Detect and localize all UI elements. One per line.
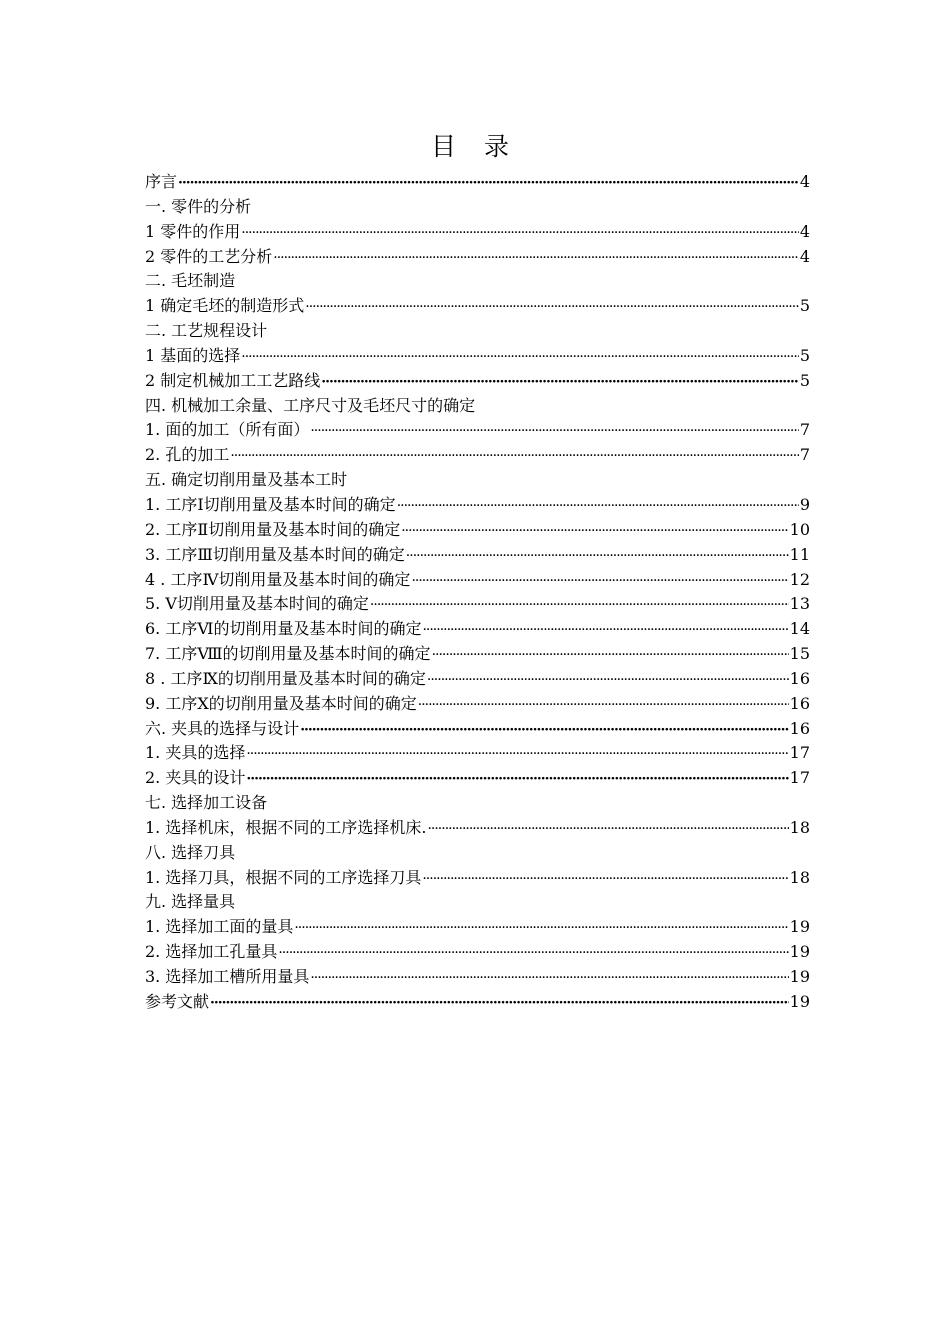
toc-entry-label: 1. 工序Ⅰ切削用量及基本时间的确定 <box>145 494 396 514</box>
toc-section-heading <box>145 890 810 915</box>
toc-page-number: 12 <box>789 569 810 589</box>
toc-page-number: 17 <box>789 743 810 763</box>
toc-section-heading <box>145 841 810 866</box>
toc-entry-label: 3. 选择加工槽所用量具 <box>145 967 310 986</box>
toc-entry <box>145 717 810 742</box>
toc-entry <box>145 568 810 593</box>
toc-page-number: 5 <box>799 370 810 390</box>
toc-entry <box>145 220 810 245</box>
toc-page-number: 16 <box>789 693 810 713</box>
toc-page-number: 5 <box>799 345 810 365</box>
toc-leader-dots <box>300 718 788 742</box>
toc-entry <box>145 493 810 518</box>
toc-leader-dots <box>210 991 789 1015</box>
toc-entry <box>145 543 810 568</box>
toc-page-number: 19 <box>789 967 810 986</box>
toc-entry-label: 六. 夹具的选择与设计 <box>145 718 300 738</box>
toc-entry <box>145 915 810 940</box>
toc-entry-label: 5. Ⅴ切削用量及基本时间的确定 <box>145 594 369 614</box>
toc-entry-label: 序言 <box>145 172 178 191</box>
toc-leader-dots <box>422 618 788 642</box>
toc-page-number: 16 <box>789 718 810 738</box>
toc-entry-label: 2 制定机械加工工艺路线 <box>145 370 321 390</box>
toc-leader-dots <box>310 419 798 443</box>
toc-page-number: 13 <box>789 594 810 614</box>
toc-leader-dots <box>310 966 788 990</box>
toc-leader-dots <box>294 916 788 940</box>
toc-entry <box>145 692 810 717</box>
table-of-contents <box>145 170 810 1015</box>
toc-leader-dots <box>397 494 799 518</box>
toc-entry <box>145 518 810 543</box>
toc-leader-dots <box>246 742 788 766</box>
toc-leader-dots <box>278 941 788 965</box>
toc-leader-dots <box>273 246 799 270</box>
toc-leader-dots <box>321 370 799 394</box>
toc-leader-dots <box>241 345 799 369</box>
toc-entry-label: 1 确定毛坯的制造形式 <box>145 296 305 316</box>
toc-page-number: 4 <box>799 221 810 241</box>
toc-entry <box>145 617 810 642</box>
toc-entry <box>145 592 810 617</box>
toc-entry-label: 1. 选择加工面的量具 <box>145 917 294 937</box>
toc-entry <box>145 170 810 195</box>
toc-section-heading <box>145 195 810 220</box>
toc-entry-label: 二. 毛坯制造 <box>145 271 236 291</box>
toc-entry-label: 1. 夹具的选择 <box>145 743 246 763</box>
toc-leader-dots <box>305 295 799 319</box>
toc-entry-label: 二. 工艺规程设计 <box>145 321 268 341</box>
toc-entry <box>145 344 810 369</box>
page-title: 目 录 <box>431 132 519 161</box>
toc-section-heading <box>145 319 810 344</box>
toc-entry <box>145 940 810 965</box>
toc-page-number: 7 <box>799 445 810 465</box>
toc-entry <box>145 766 810 791</box>
toc-entry-label: 2. 选择加工孔量具 <box>145 942 278 962</box>
toc-page-number: 17 <box>789 768 810 788</box>
toc-leader-dots <box>432 643 789 667</box>
toc-page-number: 10 <box>789 519 810 539</box>
toc-entry <box>145 866 810 891</box>
toc-page-number: 18 <box>789 867 810 887</box>
toc-entry-label: 四. 机械加工余量、工序尺寸及毛坯尺寸的确定 <box>145 395 476 415</box>
toc-section-heading <box>145 468 810 493</box>
toc-leader-dots <box>230 444 798 468</box>
toc-page-number: 7 <box>799 420 810 440</box>
toc-page-number: 14 <box>789 619 810 639</box>
toc-leader-dots <box>241 221 799 245</box>
toc-entry-label: 6. 工序Ⅵ的切削用量及基本时间的确定 <box>145 619 422 639</box>
toc-entry-label: 七. 选择加工设备 <box>145 793 268 813</box>
toc-entry <box>145 741 810 766</box>
toc-entry-label: 九. 选择量具 <box>145 892 236 912</box>
toc-page-number: 5 <box>799 296 810 316</box>
toc-entry-label: 2. 工序Ⅱ切削用量及基本时间的确定 <box>145 519 401 539</box>
toc-entry-label: 7. 工序Ⅷ的切削用量及基本时间的确定 <box>145 644 431 664</box>
toc-leader-dots <box>427 668 789 692</box>
toc-entry-label: 4 . 工序Ⅳ切削用量及基本时间的确定 <box>145 569 411 589</box>
toc-page-number: 19 <box>789 991 810 1011</box>
toc-entry-label: 五. 确定切削用量及基本工时 <box>145 470 348 490</box>
toc-entry-label: 一. 零件的分析 <box>145 196 252 216</box>
toc-entry <box>145 642 810 667</box>
toc-entry-label: 3. 工序Ⅲ切削用量及基本时间的确定 <box>145 544 405 564</box>
toc-page-number: 11 <box>789 544 810 564</box>
toc-entry-label: 2. 夹具的设计 <box>145 768 246 788</box>
toc-entry <box>145 443 810 468</box>
toc-section-heading <box>145 791 810 816</box>
toc-entry-label: 1 基面的选择 <box>145 345 241 365</box>
toc-entry-label: 1 零件的作用 <box>145 221 241 241</box>
toc-entry-label: 9. 工序Ⅹ的切削用量及基本时间的确定 <box>145 693 417 713</box>
toc-entry <box>145 245 810 270</box>
toc-leader-dots <box>406 544 789 568</box>
toc-section-heading <box>145 394 810 419</box>
toc-leader-dots <box>178 171 799 195</box>
toc-entry-label: 8 . 工序Ⅸ的切削用量及基本时间的确定 <box>145 668 426 688</box>
toc-entry-label: 2. 孔的加工 <box>145 445 230 465</box>
toc-entry <box>145 418 810 443</box>
toc-entry-label: 1. 选择刀具，根据不同的工序选择刀具 <box>145 867 422 887</box>
toc-entry-label: 2 零件的工艺分析 <box>145 246 273 266</box>
toc-leader-dots <box>418 693 789 717</box>
toc-page-number: 9 <box>799 494 810 514</box>
toc-entry <box>145 667 810 692</box>
toc-page-number: 16 <box>789 668 810 688</box>
toc-page-number: 18 <box>789 817 810 837</box>
toc-leader-dots <box>370 593 789 617</box>
toc-entry <box>145 990 810 1015</box>
toc-entry-label: 八. 选择刀具 <box>145 842 236 862</box>
toc-page-number: 15 <box>789 644 810 664</box>
toc-entry-label: 1. 面的加工（所有面） <box>145 420 310 440</box>
toc-section-heading <box>145 269 810 294</box>
toc-leader-dots <box>246 767 788 791</box>
toc-entry <box>145 294 810 319</box>
toc-entry <box>145 816 810 841</box>
toc-leader-dots <box>422 867 788 891</box>
toc-entry-label: 参考文献 <box>145 991 210 1011</box>
toc-page-number: 19 <box>789 917 810 937</box>
toc-page-number: 4 <box>799 246 810 266</box>
toc-leader-dots <box>401 519 788 543</box>
toc-page-number: 4 <box>799 172 810 191</box>
toc-entry <box>145 965 810 990</box>
toc-page-number: 19 <box>789 942 810 962</box>
toc-leader-dots <box>427 817 788 841</box>
toc-leader-dots <box>411 569 788 593</box>
toc-entry <box>145 369 810 394</box>
toc-entry-label: 1. 选择机床，根据不同的工序选择机床. <box>145 817 427 837</box>
